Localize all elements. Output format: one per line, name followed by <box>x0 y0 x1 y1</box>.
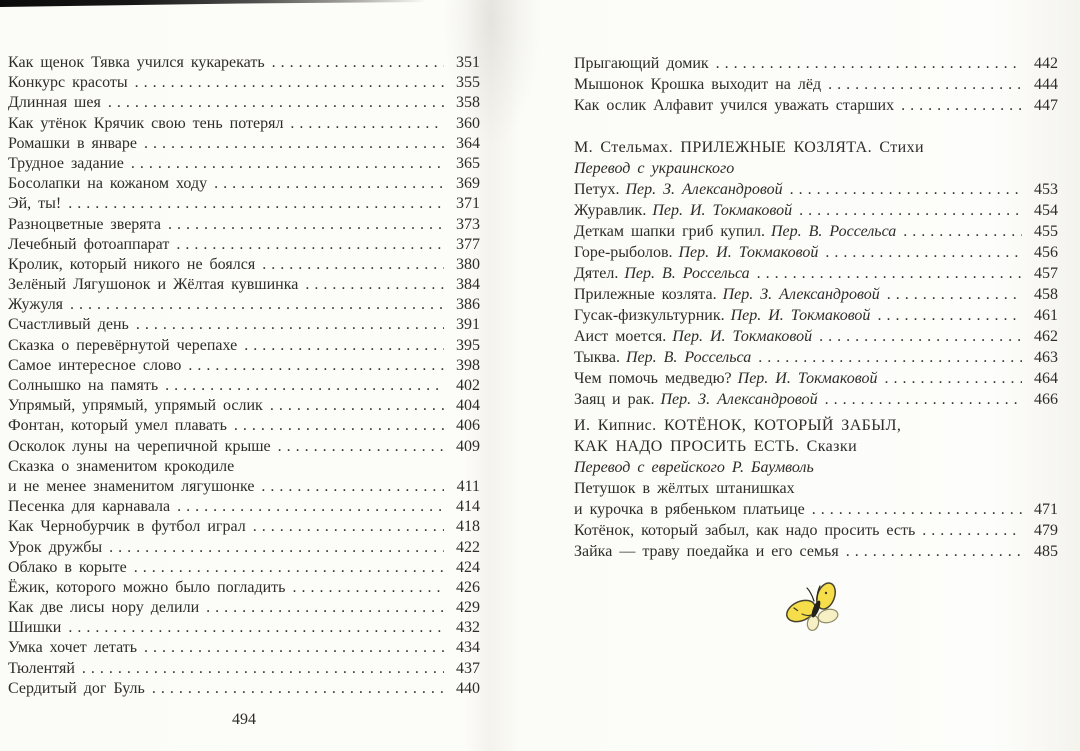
entry-page-number: 411 <box>456 477 480 495</box>
toc-entry <box>8 315 480 335</box>
entry-page-number: 432 <box>456 619 480 637</box>
entry-page-number: 377 <box>456 235 480 253</box>
entry-title: и не менее знаменитом лягушонке <box>8 477 255 495</box>
entry-title: Мышонок Крошка выходит на лёд <box>574 76 822 93</box>
entry-page-number: 462 <box>1034 328 1058 345</box>
entry-title: Прилежные козлята. <box>574 286 717 303</box>
dot-leader <box>262 255 444 275</box>
dot-leader <box>846 541 1022 562</box>
entry-page-number: 464 <box>1034 370 1058 387</box>
entry-page-number: 461 <box>1034 307 1058 324</box>
entry-title: Сказка о знаменитом крокодиле <box>8 457 235 475</box>
entry-title: и курочка в рябеньком платьице <box>574 501 805 518</box>
entry-title: Урок дружбы <box>8 538 103 556</box>
toc-entry <box>574 74 1058 95</box>
entry-page-number: 455 <box>1034 223 1058 240</box>
dot-leader <box>261 477 444 497</box>
entry-page-number: 406 <box>456 417 480 435</box>
dot-leader <box>884 368 1022 389</box>
entry-title: Гусак-физкультурник. <box>574 307 725 324</box>
dot-leader <box>214 174 444 194</box>
toc-entry <box>8 356 480 376</box>
entry-page-number: 453 <box>1034 181 1058 198</box>
entry-title: Разноцветные зверята <box>8 215 161 233</box>
entry-title: Тюлентяй <box>8 659 75 677</box>
entry-page-number: 447 <box>1034 97 1058 114</box>
toc-entry <box>574 242 1058 263</box>
toc-entry <box>574 53 1058 74</box>
entry-page-number: 355 <box>456 74 480 92</box>
translator-credit: Пер. В. Россельса <box>624 265 750 282</box>
toc-entry <box>574 368 1058 389</box>
toc-entry <box>8 598 480 618</box>
translator-credit: Пер. И. Токмаковой <box>672 328 813 345</box>
dot-leader <box>812 499 1022 520</box>
section-gap <box>574 116 1058 137</box>
dot-leader <box>305 275 444 295</box>
entry-title: Лечебный фотоаппарат <box>8 235 170 253</box>
dot-leader <box>825 242 1022 263</box>
dot-leader <box>82 659 444 679</box>
entry-page-number: 440 <box>456 679 480 697</box>
butterfly-illustration <box>784 581 848 639</box>
dot-leader <box>290 114 444 134</box>
toc-entry <box>8 114 480 134</box>
translator-credit: Пер. И. Токмаковой <box>678 244 819 261</box>
entry-page-number: 369 <box>456 175 480 193</box>
toc-entry <box>8 194 480 214</box>
dot-leader <box>70 295 444 315</box>
entry-title: Фонтан, который умел плавать <box>8 417 227 435</box>
toc-entry <box>8 497 480 517</box>
dot-leader <box>131 154 444 174</box>
toc-entry <box>574 179 1058 200</box>
dot-leader <box>253 517 444 537</box>
entry-page-number: 422 <box>456 538 480 556</box>
entry-title: Журавлик. <box>574 202 647 219</box>
entry-title: Ёжик, которого можно было погладить <box>8 578 286 596</box>
dot-leader <box>790 179 1022 200</box>
toc-entry <box>8 477 480 497</box>
entry-title: Длинная шея <box>8 94 101 112</box>
section-heading-text: М. Стельмах. ПРИЛЕЖНЫЕ КОЗЛЯТА. Стихи <box>574 139 925 156</box>
dot-leader <box>144 134 444 154</box>
dot-leader <box>144 638 444 658</box>
toc-entry <box>574 263 1058 284</box>
dot-leader <box>757 263 1022 284</box>
entry-page-number: 386 <box>456 296 480 314</box>
entry-title: Прыгающий домик <box>574 55 709 72</box>
entry-title: Как щенок Тявка учился кукарекать <box>8 54 265 71</box>
dot-leader <box>134 558 444 578</box>
toc-entry-continued <box>8 457 480 477</box>
entry-page-number: 444 <box>1034 76 1058 93</box>
entry-title: Тыква. <box>574 349 620 366</box>
entry-page-number: 384 <box>456 276 480 294</box>
toc-entry <box>574 221 1058 242</box>
dot-leader <box>716 53 1022 74</box>
toc-entry <box>574 200 1058 221</box>
dot-leader <box>887 284 1022 305</box>
entry-page-number: 466 <box>1034 391 1058 408</box>
entry-page-number: 358 <box>456 94 480 112</box>
entry-page-number: 402 <box>456 377 480 394</box>
translator-note-text: Перевод с украинского <box>574 160 735 177</box>
entry-page-number: 458 <box>1034 286 1058 303</box>
entry-title: Сказка о перевёрнутой черепахе <box>8 336 238 354</box>
toc-column-right <box>574 53 1058 562</box>
toc-entry <box>8 578 480 598</box>
entry-title: Босолапки на кожаном ходу <box>8 175 208 193</box>
dot-leader <box>877 305 1022 326</box>
entry-page-number: 404 <box>456 397 480 415</box>
translator-credit: Пер. И. Токмаковой <box>652 202 793 219</box>
dot-leader <box>135 73 444 93</box>
dot-leader <box>136 315 444 335</box>
entry-page-number: 371 <box>456 195 480 213</box>
dot-leader <box>278 437 444 457</box>
toc-entry <box>574 95 1058 116</box>
entry-page-number: 437 <box>456 659 480 677</box>
toc-entry <box>8 154 480 174</box>
toc-entry <box>8 215 480 235</box>
toc-entry <box>574 541 1058 562</box>
entry-title: Жужуля <box>8 296 64 314</box>
dot-leader <box>819 326 1022 347</box>
dot-leader <box>176 235 444 255</box>
entry-title: Ромашки в январе <box>8 134 137 152</box>
entry-page-number: 463 <box>1034 349 1058 366</box>
toc-entry <box>8 235 480 255</box>
entry-page-number: 424 <box>456 558 480 576</box>
entry-page-number: 426 <box>456 578 480 596</box>
toc-entry <box>8 336 480 356</box>
translator-note-text: Перевод с еврейского Р. Баумволь <box>574 459 814 476</box>
entry-title: Заяц и рак. <box>574 391 655 408</box>
entry-title: Трудное задание <box>8 154 124 172</box>
toc-entry <box>8 275 480 295</box>
entry-title: Петух. <box>574 181 620 198</box>
dot-leader <box>903 221 1022 242</box>
entry-page-number: 380 <box>456 255 480 273</box>
toc-entry <box>8 53 480 73</box>
dot-leader <box>109 538 444 558</box>
dot-leader <box>68 194 444 214</box>
entry-title: Дятел. <box>574 265 619 282</box>
toc-entry <box>574 520 1058 541</box>
dot-leader <box>758 347 1022 368</box>
entry-title: Умка хочет летать <box>8 639 138 657</box>
translator-credit: Пер. И. Токмаковой <box>730 307 871 324</box>
section-heading-text: КАК НАДО ПРОСИТЬ ЕСТЬ. Сказки <box>574 438 858 455</box>
dot-leader <box>828 74 1022 95</box>
toc-entry <box>8 295 480 315</box>
entry-page-number: 485 <box>1034 543 1058 560</box>
dot-leader <box>272 53 444 73</box>
section-heading <box>574 137 1058 158</box>
entry-page-number: 456 <box>1034 244 1058 261</box>
dot-leader <box>108 93 444 113</box>
entry-page-number: 418 <box>456 518 480 536</box>
entry-page-number: 429 <box>456 599 480 617</box>
toc-entry <box>8 437 480 457</box>
translator-note <box>574 457 1058 478</box>
entry-page-number: 409 <box>456 437 480 455</box>
dot-leader <box>177 497 444 517</box>
dot-leader <box>206 598 444 618</box>
entry-page-number: 442 <box>1034 55 1058 72</box>
entry-title: Кролик, который никого не боялся <box>8 255 256 273</box>
toc-entry <box>574 347 1058 368</box>
entry-title: Счастливый день <box>8 316 129 334</box>
toc-entry <box>8 255 480 275</box>
entry-title: Деткам шапки гриб купил. <box>574 223 765 240</box>
translator-credit: Пер. В. Россельса <box>625 349 752 366</box>
dot-leader <box>188 356 444 376</box>
entry-title: Сердитый дог Буль <box>8 679 145 697</box>
entry-title: Как утёнок Крячик свою тень потерял <box>8 114 284 132</box>
toc-entry <box>8 618 480 638</box>
toc-entry <box>8 174 480 194</box>
entry-title: Как Чернобурчик в футбол играл <box>8 518 246 536</box>
toc-column-left <box>8 53 480 699</box>
entry-page-number: 351 <box>456 54 480 71</box>
section-heading-text: И. Кипнис. КОТЁНОК, КОТОРЫЙ ЗАБЫЛ, <box>574 417 902 434</box>
entry-title: Зелёный Лягушонок и Жёлтая кувшинка <box>8 276 299 294</box>
section-heading <box>574 415 1058 436</box>
section-heading <box>574 436 1058 457</box>
translator-credit: Пер. З. Александровой <box>660 391 818 408</box>
entry-title: Зайка — траву поедайка и его семья <box>574 543 839 560</box>
toc-entry <box>8 558 480 578</box>
dot-leader <box>799 200 1022 221</box>
translator-note <box>574 158 1058 179</box>
toc-entry <box>574 499 1058 520</box>
dot-leader <box>152 679 444 699</box>
entry-title: Петушок в жёлтых штанишках <box>574 480 795 497</box>
toc-entry <box>8 376 480 396</box>
toc-entry <box>8 73 480 93</box>
entry-page-number: 479 <box>1034 522 1058 539</box>
scan-edge-shadow <box>0 0 440 7</box>
translator-credit: Пер. И. Токмаковой <box>737 370 878 387</box>
entry-page-number: 391 <box>456 316 480 334</box>
entry-title: Чем помочь медведю? <box>574 370 732 387</box>
toc-entry <box>8 93 480 113</box>
toc-entry <box>8 638 480 658</box>
entry-title: Осколок луны на черепичной крыше <box>8 437 271 455</box>
entry-page-number: 434 <box>456 639 480 657</box>
dot-leader <box>165 376 444 396</box>
entry-page-number: 471 <box>1034 501 1058 518</box>
dot-leader <box>234 416 444 436</box>
translator-credit: Пер. В. Россельса <box>771 223 897 240</box>
toc-entry <box>574 305 1058 326</box>
entry-page-number: 364 <box>456 134 480 152</box>
entry-page-number: 373 <box>456 215 480 233</box>
dot-leader <box>168 215 444 235</box>
toc-entry-continued <box>574 478 1058 499</box>
entry-title: Упрямый, упрямый, упрямый ослик <box>8 397 263 415</box>
toc-entry <box>8 538 480 558</box>
toc-entry <box>8 396 480 416</box>
translator-credit: Пер. З. Александровой <box>625 181 783 198</box>
toc-entry <box>8 134 480 154</box>
dot-leader <box>901 95 1022 116</box>
entry-title: Песенка для карнавала <box>8 498 171 516</box>
dot-leader <box>292 578 444 598</box>
toc-entry <box>8 416 480 436</box>
entry-page-number: 395 <box>456 336 480 354</box>
entry-page-number: 457 <box>1034 265 1058 282</box>
translator-credit: Пер. З. Александровой <box>722 286 880 303</box>
entry-title: Самое интересное слово <box>8 356 182 374</box>
entry-title: Как две лисы нору делили <box>8 599 200 617</box>
dot-leader <box>922 520 1022 541</box>
page-number: 494 <box>232 711 256 728</box>
entry-page-number: 414 <box>456 498 480 516</box>
entry-page-number: 365 <box>456 154 480 172</box>
dot-leader <box>825 389 1022 410</box>
entry-title: Конкурс красоты <box>8 74 128 92</box>
entry-title: Эй, ты! <box>8 195 62 213</box>
toc-entry <box>574 284 1058 305</box>
dot-leader <box>68 618 444 638</box>
toc-entry <box>8 659 480 679</box>
toc-entry <box>574 326 1058 347</box>
entry-title: Шишки <box>8 619 62 637</box>
toc-entry <box>574 389 1058 410</box>
entry-title: Аист моется. <box>574 328 667 345</box>
entry-page-number: 398 <box>456 356 480 374</box>
toc-entry <box>8 679 480 699</box>
entry-title: Котёнок, который забыл, как надо просить есть <box>574 522 916 539</box>
entry-page-number: 360 <box>456 114 480 132</box>
entry-page-number: 454 <box>1034 202 1058 219</box>
dot-leader <box>244 336 444 356</box>
entry-title: Как ослик Алфавит учился уважать старших <box>574 97 895 114</box>
entry-title: Горе-рыболов. <box>574 244 673 261</box>
dot-leader <box>270 396 444 416</box>
entry-title: Солнышко на память <box>8 377 159 394</box>
entry-title: Облако в корыте <box>8 558 127 576</box>
toc-entry <box>8 517 480 537</box>
